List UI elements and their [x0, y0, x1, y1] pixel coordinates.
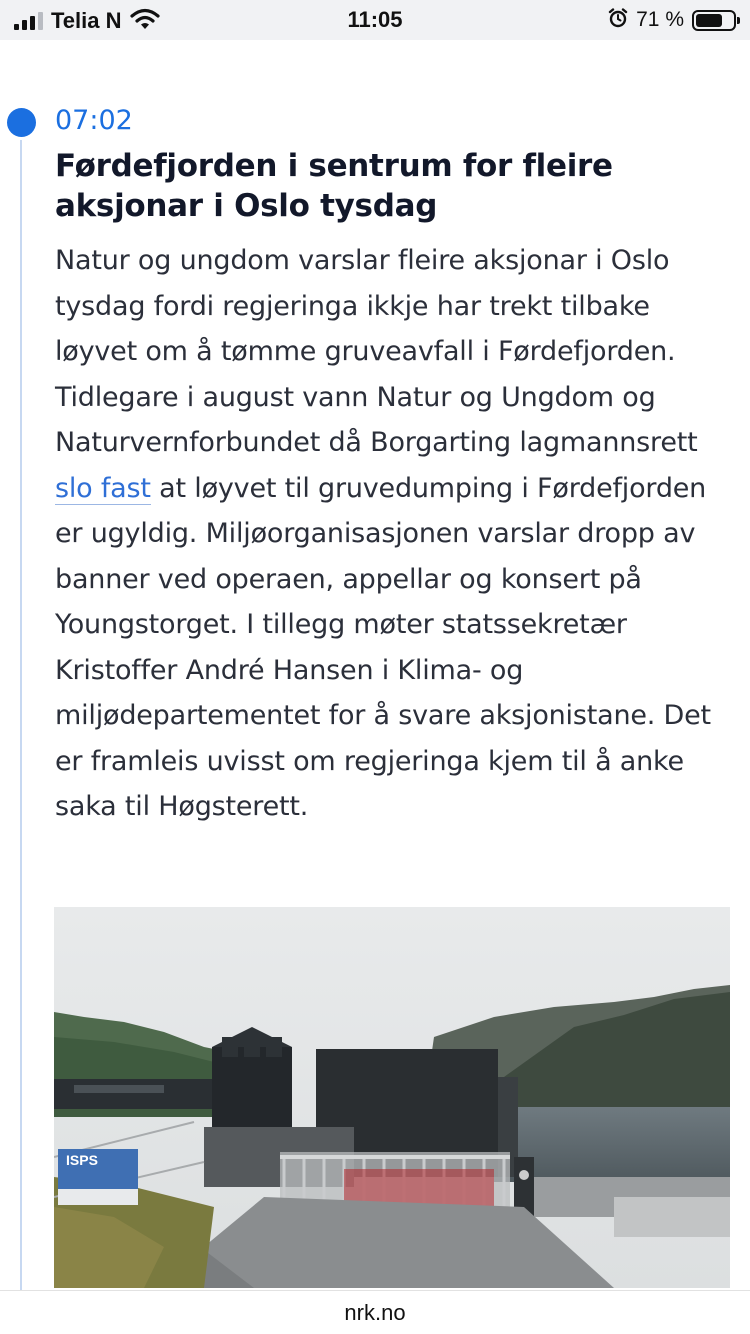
url-domain[interactable]: nrk.no: [344, 1300, 406, 1325]
timeline-line: [20, 140, 22, 1290]
entry-body-part-1: Natur og ungdom varslar fleire aksjonar i Oslo tysdag fordi regjeringa ikkje har trekt tilbake løyvet om å tømme gruveavfall i Førdefjorden. Tidlegare i august vann Natur og Ungdom og Naturvernforbundet då Borgarting lagmannsrett: [55, 245, 698, 458]
photo-illustration: [54, 907, 730, 1288]
status-time: 11:05: [347, 7, 403, 32]
entry-body-part-2: at løyvet til gruvedumping i Førdefjorden er ugyldig. Miljøorganisasjonen varslar dropp av banner ved operaen, appellar og konsert på Youngstorget. I tillegg møter statssekretær Kristoffer André Hansen i Klima- og miljødepartementet for å svare aksjonistane. Det er framleis uvisst om regjeringa kjem til å anke saka til Høgsterett.: [55, 472, 711, 822]
timeline-dot: [7, 108, 36, 137]
status-bar: [0, 0, 750, 40]
entry-headline: Førdefjorden i sentrum for fleire aksjonar i Oslo tysdag: [55, 148, 613, 224]
status-right: [608, 8, 736, 32]
slo-fast-link[interactable]: slo fast: [55, 472, 151, 504]
article-photo[interactable]: [54, 907, 730, 1288]
battery-level: [696, 14, 722, 27]
entry-time: 07:02: [55, 105, 133, 136]
battery-percent: 71 %: [636, 8, 684, 31]
photo-sign-text: ISPS: [66, 1152, 98, 1168]
alarm-icon: [608, 8, 628, 32]
battery-icon: [692, 10, 736, 31]
carrier-label: Telia N: [51, 8, 122, 33]
entry-body: [55, 238, 725, 830]
browser-bottom-bar: [0, 1290, 750, 1334]
